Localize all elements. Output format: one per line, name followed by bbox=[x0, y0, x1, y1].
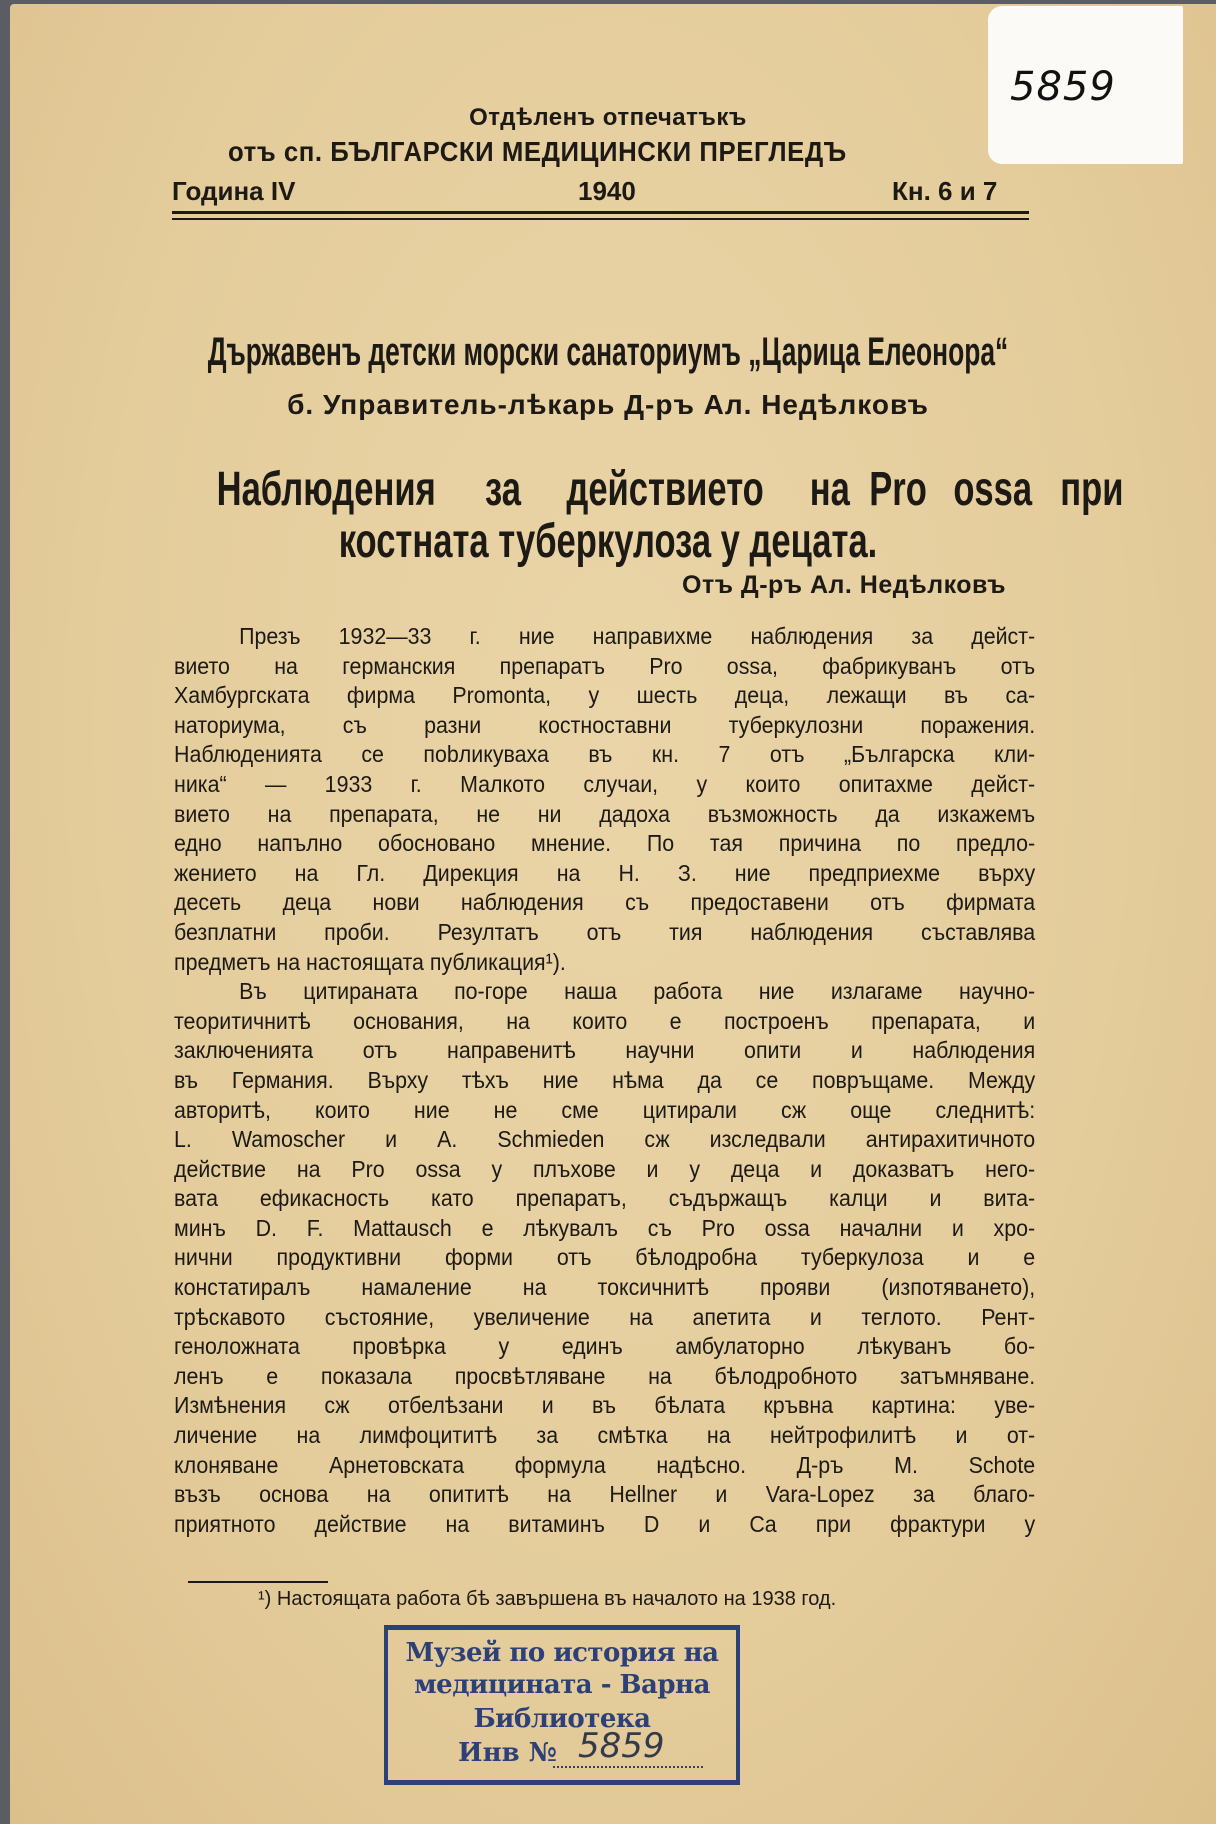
body-line: авторитѣ, които ние не сме цитирали сж още следнитѣ: bbox=[174, 1096, 1036, 1123]
body-line: Наблюденията се пobликуваха въ кн. 7 отъ „Българска кли- bbox=[174, 741, 1036, 768]
title-word: действието bbox=[566, 463, 765, 516]
article-body bbox=[174, 622, 1035, 1539]
body-line: минъ D. F. Mattausch е лѣкувалъ съ Pro ossa начални и хро- bbox=[174, 1214, 1036, 1241]
issue-number: Кн. 6 и 7 bbox=[892, 176, 998, 206]
body-line: едно напълно обосновано мнение. По тая причина по предло- bbox=[174, 830, 1036, 857]
body-line: наториума, съ разни костноставни туберкулозни поражения. bbox=[174, 711, 1036, 738]
body-line: заключенията отъ направенитѣ научни опити и наблюдения bbox=[174, 1037, 1036, 1064]
body-line: Измѣнения сж отбелѣзани и въ бѣлата кръвна картина: уве- bbox=[174, 1392, 1036, 1419]
body-line: ленъ е показала просвѣтляване на бѣлодробното затъмняване. bbox=[174, 1362, 1036, 1389]
stamp-library-line: Библиотека bbox=[473, 1704, 651, 1734]
title-word: за bbox=[485, 463, 522, 516]
article-title-line-2: костната туберкулоза у децата. bbox=[338, 515, 878, 568]
body-line: предметъ на настоящата публикация¹). bbox=[174, 948, 566, 975]
article-byline: Отъ Д-ръ Ал. Недѣлковъ bbox=[682, 571, 1006, 599]
title-word: Pro bbox=[869, 463, 927, 516]
body-line: десеть деца нови наблюдения съ предоставени отъ фирмата bbox=[174, 889, 1036, 916]
title-word: ossa bbox=[953, 463, 1033, 516]
sticker-number: 5859 bbox=[1010, 64, 1116, 110]
body-line: ника“ — 1933 г. Малкото случаи, у които опитахме дейст- bbox=[174, 770, 1036, 797]
body-line: вието на препарата, не ни дадоха възможность да изкажемъ bbox=[174, 800, 1036, 827]
journal-name: отъ сп. БЪЛГАРСКИ МЕДИЦИНСКИ ПРЕГЛЕДЪ bbox=[228, 136, 847, 167]
author-role: б. Управитель-лѣкарь Д-ръ Ал. Недѣлковъ bbox=[287, 389, 929, 420]
body-line: жението на Гл. Дирекция на Н. З. ние предприехме върху bbox=[174, 859, 1036, 886]
header-rule-bottom bbox=[172, 218, 1029, 220]
title-word: при bbox=[1059, 463, 1124, 516]
year-label: Година IV bbox=[172, 176, 296, 206]
offprint-label: Отдѣленъ отпечатъкъ bbox=[469, 104, 747, 131]
title-word: на bbox=[810, 463, 851, 516]
body-line: L. Wamoscher и A. Schmieden сж изследвали антирахитичното bbox=[174, 1126, 1036, 1153]
body-line: личение на лимфоцититѣ за смѣтка на нейтрофилитѣ и от- bbox=[174, 1422, 1036, 1449]
body-line: трѣскавото състояние, увеличение на апетита и теглото. Рент- bbox=[174, 1303, 1036, 1330]
publication-year: 1940 bbox=[578, 176, 636, 206]
library-stamp bbox=[384, 1625, 740, 1785]
stamp-inventory-label: Инв № bbox=[458, 1738, 557, 1768]
body-line: вата ефикасность като препаратъ, съдържащъ калци и вита- bbox=[174, 1185, 1036, 1212]
body-line: приятното действие на витаминъ D и Ca при фрактури у bbox=[174, 1510, 1036, 1537]
body-line: геноложната провѣрка у единъ амбулаторно лѣкуванъ бо- bbox=[174, 1333, 1036, 1360]
body-line: нични продуктивни форми отъ бѣлодробна туберкулоза и е bbox=[174, 1244, 1036, 1271]
footnote: ¹) Настоящата работа бѣ завършена въ началото на 1938 год. bbox=[258, 1588, 837, 1610]
stamp-city-line: медицината - Варна bbox=[414, 1670, 710, 1700]
body-line: Въ цитираната по-горе наша работа ние излагаме научно- bbox=[239, 978, 1036, 1005]
article-title-line-1 bbox=[174, 462, 1124, 517]
body-line: възъ основа на опититѣ на Hellner и Vara-Lopez за благо- bbox=[174, 1481, 1036, 1508]
footnote-rule bbox=[188, 1581, 328, 1583]
title-word: Наблюдения bbox=[216, 463, 436, 516]
body-line: безплатни проби. Резултатъ отъ тия наблюдения съставлява bbox=[174, 918, 1036, 945]
institution-heading: Държавенъ детски морски санаториумъ „Царица Елеонора“ bbox=[207, 330, 1009, 374]
body-line: клоняване Арнетовската формула надѣсно. Д-ръ M. Schote bbox=[174, 1451, 1036, 1478]
body-line: въ Германия. Върху тѣхъ ние нѣма да се повръщаме. Между bbox=[174, 1066, 1036, 1093]
stamp-inventory-number: 5859 bbox=[578, 1726, 665, 1766]
stamp-dotted-line bbox=[553, 1766, 703, 1768]
body-line: Презъ 1932—33 г. ние направихме наблюдения за дейст- bbox=[239, 623, 1036, 649]
header-rule-top bbox=[172, 211, 1029, 214]
body-line: Хамбургската фирма Promonta, у шесть деца, лежащи въ са- bbox=[174, 682, 1036, 709]
body-line: теоритичнитѣ основания, на които е построенъ препарата, и bbox=[174, 1007, 1036, 1034]
body-line: констатиралъ намаление на токсичнитѣ прояви (изпотяването), bbox=[174, 1274, 1036, 1301]
body-line: вието на германския препаратъ Pro ossa, фабрикуванъ отъ bbox=[174, 652, 1036, 679]
body-line: действие на Pro ossa у плъхове и у деца и доказватъ него- bbox=[174, 1155, 1036, 1182]
stamp-museum-line: Музей по история на bbox=[405, 1638, 719, 1668]
